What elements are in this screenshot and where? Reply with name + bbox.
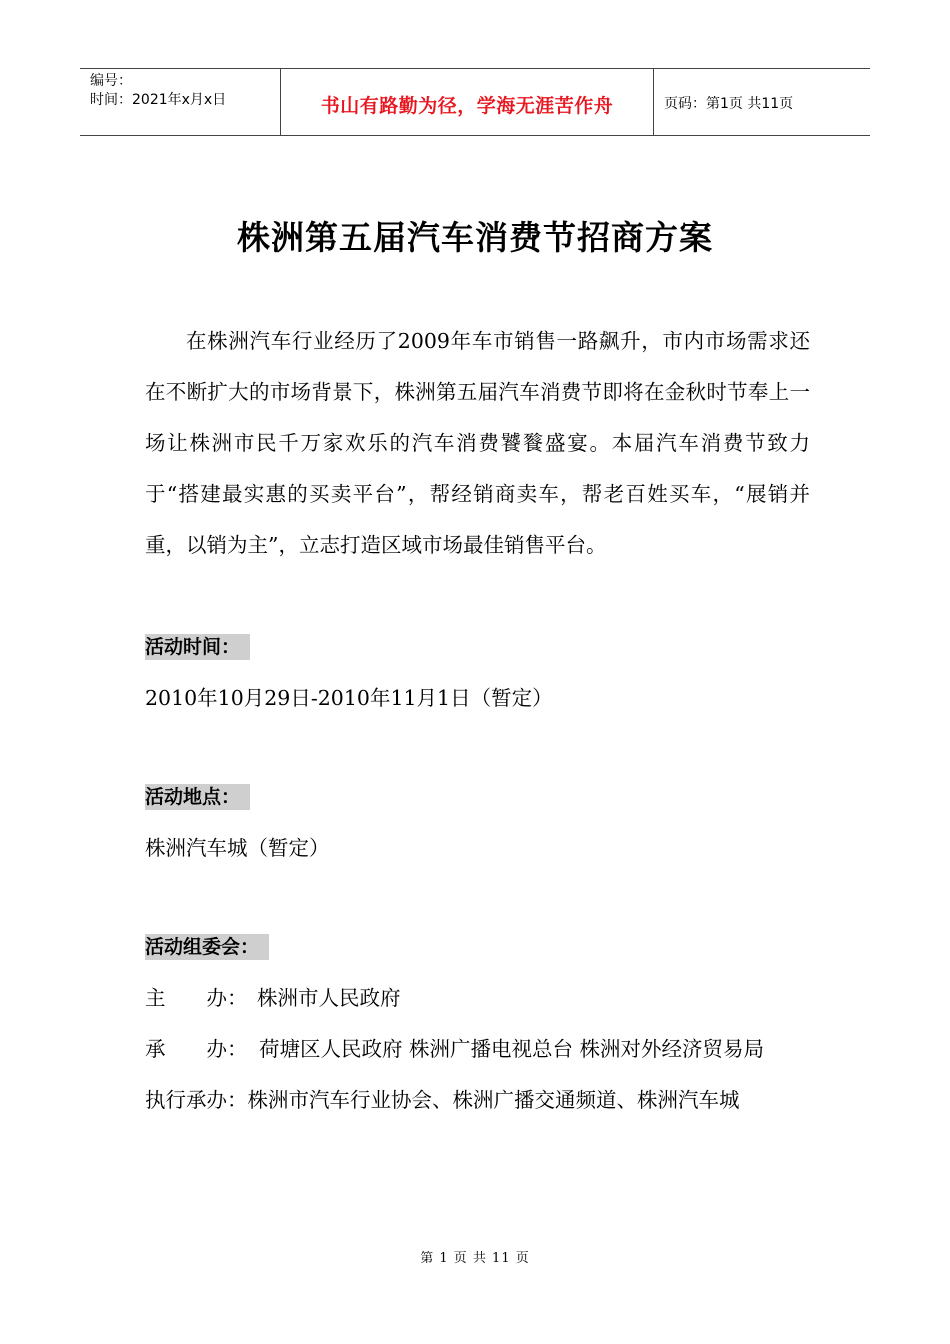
section-heading-time <box>145 622 810 673</box>
section-heading-place <box>145 772 810 823</box>
document-time-label: 时间：2021年x月x日 <box>90 92 227 108</box>
committee-organizer-line <box>145 1024 810 1075</box>
page-footer: 第 1 页 共 11 页 <box>420 1251 530 1266</box>
intro-paragraph: 在株洲汽车行业经历了2009年车市销售一路飙升，市内市场需求还在不断扩大的市场背景下，株洲第五届汽车消费节即将在金秋时节奉上一场让株洲市民千万家欢乐的汽车消费饕餮盛宴。本届汽车消费节致力于“搭建最实惠的买卖平台”，帮经销商卖车，帮老百姓买车，“展销并重，以销为主”，立志打造区域市场最佳销售平台。 <box>145 329 810 557</box>
document-header <box>80 68 870 136</box>
event-time-text: 2010年10月29日-2010年11月1日（暂定） <box>145 686 553 710</box>
host-value: 株洲市人民政府 <box>257 986 401 1010</box>
document-title: 株洲第五届汽车消费节招商方案 <box>237 218 713 257</box>
organizer-label: 承 办： <box>145 1037 248 1061</box>
section-heading-place-text: 活动地点： <box>145 784 250 810</box>
committee-executor-line <box>145 1075 810 1126</box>
organizer-value: 荷塘区人民政府 株洲广播电视总台 株洲对外经济贸易局 <box>259 1037 765 1061</box>
header-meta <box>80 69 281 135</box>
host-label: 主 办： <box>145 986 248 1010</box>
spacer <box>145 724 810 772</box>
document-number-label: 编号： <box>90 73 132 89</box>
spacer <box>145 571 810 622</box>
executor-value: 株洲市汽车行业协会、株洲广播交通频道、株洲汽车城 <box>247 1088 740 1112</box>
section-heading-committee <box>145 922 810 973</box>
header-page-number: 页码：第1页 共11页 <box>664 96 794 112</box>
section-heading-committee-text: 活动组委会： <box>145 934 269 960</box>
spacer <box>145 874 810 922</box>
executor-label: 执行承办： <box>145 1088 248 1112</box>
header-motto: 书山有路勤为径，学海无涯苦作舟 <box>281 69 654 135</box>
section-heading-time-text: 活动时间： <box>145 634 250 660</box>
committee-host-line <box>145 973 810 1024</box>
document-body <box>145 316 810 1126</box>
event-place-text: 株洲汽车城（暂定） <box>145 836 330 860</box>
